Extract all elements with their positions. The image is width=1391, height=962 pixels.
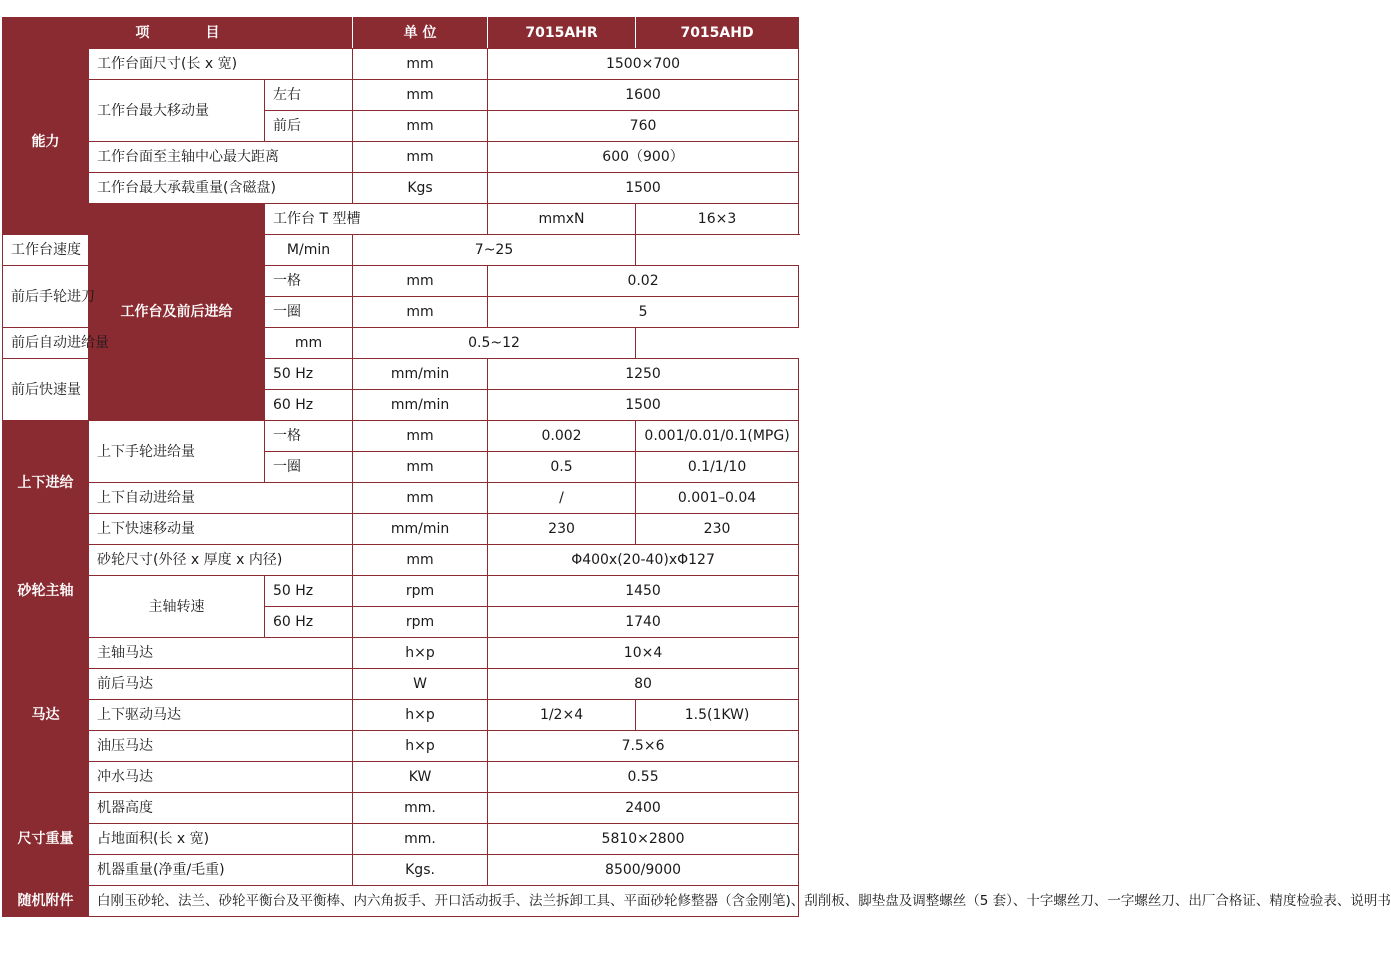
row-unit: mm <box>353 80 488 111</box>
specification-table <box>2 17 1391 917</box>
header-model-b: 7015AHD <box>636 18 799 49</box>
category-table-feed: 工作台及前后进给 <box>89 204 265 421</box>
table-row <box>3 483 799 514</box>
table-row <box>3 824 799 855</box>
row-item: 工作台 T 型槽 <box>265 204 488 235</box>
category-capacity: 能力 <box>3 49 89 235</box>
table-row <box>3 638 799 669</box>
row-value: 0.02 <box>488 266 799 297</box>
row-value: 1500 <box>488 390 799 421</box>
table-row <box>3 328 799 359</box>
row-value: 0.55 <box>488 762 799 793</box>
row-unit: mm/min <box>353 359 488 390</box>
category-motor: 马达 <box>3 638 89 793</box>
row-value: 1500 <box>488 173 799 204</box>
row-value: 600（900） <box>488 142 799 173</box>
row-unit: mm <box>353 49 488 80</box>
row-item: 前后马达 <box>89 669 353 700</box>
row-item: 砂轮尺寸(外径 x 厚度 x 内径) <box>89 545 353 576</box>
row-unit: mm <box>353 545 488 576</box>
category-dimensions: 尺寸重量 <box>3 793 89 886</box>
row-value: 7~25 <box>353 235 636 266</box>
table-row <box>3 80 799 111</box>
row-unit: mm/min <box>353 390 488 421</box>
row-value: 760 <box>488 111 799 142</box>
row-unit: h×p <box>353 731 488 762</box>
row-value: 80 <box>488 669 799 700</box>
row-unit: KW <box>353 762 488 793</box>
row-value: 16×3 <box>636 204 799 235</box>
row-value: 5 <box>488 297 799 328</box>
row-unit: mm <box>265 328 353 359</box>
row-item: 主轴马达 <box>89 638 353 669</box>
row-item: 油压马达 <box>89 731 353 762</box>
row-unit: M/min <box>265 235 353 266</box>
table-row <box>3 700 799 731</box>
row-value-a: 0.5 <box>488 452 636 483</box>
row-value: 1600 <box>488 80 799 111</box>
row-value-a: / <box>488 483 636 514</box>
row-value: 8500/9000 <box>488 855 799 886</box>
row-value: 2400 <box>488 793 799 824</box>
table-row <box>3 421 799 452</box>
row-item: 前后快速量 <box>3 359 89 421</box>
row-item: 占地面积(长 x 宽) <box>89 824 353 855</box>
header-unit: 单 位 <box>353 18 488 49</box>
row-item: 机器高度 <box>89 793 353 824</box>
row-unit: mm <box>353 421 488 452</box>
table-row <box>3 576 799 607</box>
row-subitem: 60 Hz <box>265 390 353 421</box>
category-vertical-feed: 上下进给 <box>3 421 89 545</box>
table-row <box>3 762 799 793</box>
category-accessories: 随机附件 <box>3 886 89 917</box>
row-unit: W <box>353 669 488 700</box>
row-value-b: 0.001/0.01/0.1(MPG) <box>636 421 799 452</box>
row-unit: mm/min <box>353 514 488 545</box>
table-row <box>3 49 799 80</box>
row-unit: mm <box>353 297 488 328</box>
row-item: 工作台面至主轴中心最大距离 <box>89 142 353 173</box>
accessories-list: 白刚玉砂轮、法兰、砂轮平衡台及平衡棒、内六角扳手、开口活动扳手、法兰拆卸工具、平面砂轮修整器（含金刚笔)、刮削板、脚垫盘及调整螺丝（5 套）、十字螺丝刀、一字螺丝刀、出厂合格证、精度检验表、说明书 <box>89 886 799 917</box>
table-header-row <box>3 18 799 49</box>
row-item: 上下驱动马达 <box>89 700 353 731</box>
row-unit: mm. <box>353 793 488 824</box>
row-value: 7.5×6 <box>488 731 799 762</box>
table-row <box>3 514 799 545</box>
row-subitem: 一格 <box>265 421 353 452</box>
header-model-a: 7015AHR <box>488 18 636 49</box>
row-value: 1500×700 <box>488 49 799 80</box>
header-item: 项 目 <box>3 18 353 49</box>
row-item: 上下快速移动量 <box>89 514 353 545</box>
row-unit: mmxN <box>488 204 636 235</box>
table-row <box>3 142 799 173</box>
row-value-b: 0.1/1/10 <box>636 452 799 483</box>
row-value-a: 0.002 <box>488 421 636 452</box>
row-item: 前后自动进给量 <box>3 328 265 359</box>
row-unit: h×p <box>353 638 488 669</box>
row-item: 工作台最大移动量 <box>89 80 265 142</box>
row-value-a: 230 <box>488 514 636 545</box>
row-subitem: 一格 <box>265 266 353 297</box>
row-unit: Kgs. <box>353 855 488 886</box>
row-value: 1450 <box>488 576 799 607</box>
row-subitem: 50 Hz <box>265 576 353 607</box>
table-row <box>3 173 799 204</box>
row-value: 1740 <box>488 607 799 638</box>
table-row <box>3 204 799 235</box>
row-value: Φ400x(20-40)xΦ127 <box>488 545 799 576</box>
table-row <box>3 855 799 886</box>
row-item: 工作台速度 <box>3 235 265 266</box>
row-unit: h×p <box>353 700 488 731</box>
row-value: 10×4 <box>488 638 799 669</box>
table-row <box>3 793 799 824</box>
row-item: 主轴转速 <box>89 576 265 638</box>
table-row <box>3 886 799 917</box>
row-subitem: 左右 <box>265 80 353 111</box>
row-value-b: 0.001–0.04 <box>636 483 799 514</box>
row-unit: mm <box>353 483 488 514</box>
row-subitem: 一圈 <box>265 452 353 483</box>
row-subitem: 一圈 <box>265 297 353 328</box>
row-value: 0.5~12 <box>353 328 636 359</box>
row-item: 工作台最大承载重量(含磁盘) <box>89 173 353 204</box>
table-row <box>3 545 799 576</box>
row-unit: mm. <box>353 824 488 855</box>
row-value-a: 1/2×4 <box>488 700 636 731</box>
row-item: 机器重量(净重/毛重) <box>89 855 353 886</box>
row-unit: rpm <box>353 607 488 638</box>
row-subitem: 前后 <box>265 111 353 142</box>
row-item: 上下手轮进给量 <box>89 421 265 483</box>
row-value-b: 1.5(1KW) <box>636 700 799 731</box>
row-item: 上下自动进给量 <box>89 483 353 514</box>
row-item: 冲水马达 <box>89 762 353 793</box>
row-unit: mm <box>353 142 488 173</box>
row-item: 前后手轮进刀 <box>3 266 89 328</box>
row-value: 1250 <box>488 359 799 390</box>
row-unit: Kgs <box>353 173 488 204</box>
category-spindle: 砂轮主轴 <box>3 545 89 638</box>
row-value-b: 230 <box>636 514 799 545</box>
table-row <box>3 669 799 700</box>
row-value: 5810×2800 <box>488 824 799 855</box>
row-subitem: 50 Hz <box>265 359 353 390</box>
row-unit: mm <box>353 452 488 483</box>
table-row <box>3 731 799 762</box>
row-item: 工作台面尺寸(长 x 宽) <box>89 49 353 80</box>
row-subitem: 60 Hz <box>265 607 353 638</box>
row-unit: rpm <box>353 576 488 607</box>
row-unit: mm <box>353 111 488 142</box>
row-unit: mm <box>353 266 488 297</box>
table-row <box>3 235 799 266</box>
